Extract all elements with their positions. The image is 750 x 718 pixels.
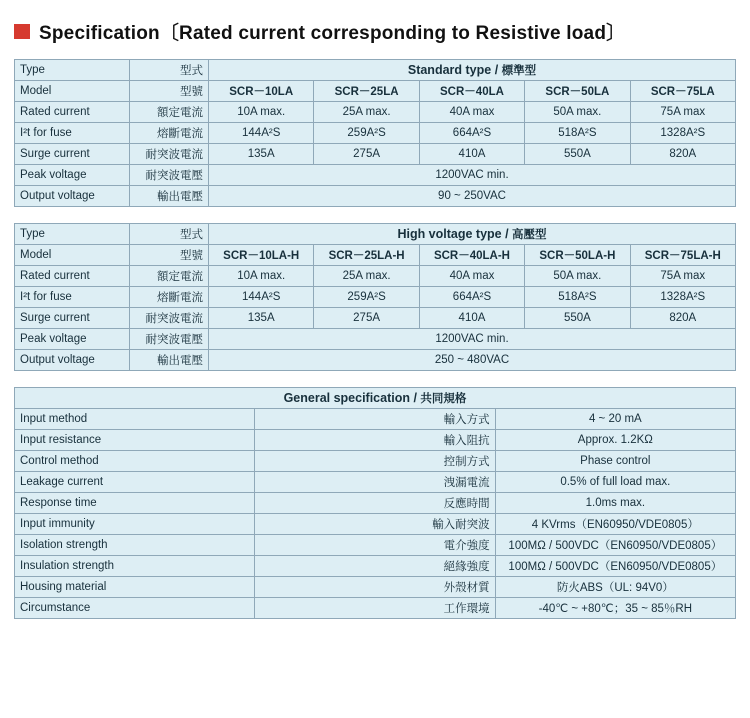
general-specification-table (14, 387, 736, 619)
table-row (15, 308, 736, 329)
header-title-en: High voltage type (397, 227, 502, 241)
cell-value: 135A (209, 144, 314, 165)
cell-value: 1328A²S (630, 287, 735, 308)
cell-value: SCR－50LA (525, 81, 630, 102)
row-label-en: Input method (15, 409, 255, 430)
header-title-zh: 共同規格 (420, 393, 467, 405)
header-sep: / (491, 63, 502, 77)
cell-value: -40℃ ~ +80℃；35 ~ 85％RH (495, 598, 735, 619)
cell-value: 275A (314, 308, 419, 329)
page-title-text: Specification〔Rated current corresponding to Resistive load〕 (39, 23, 626, 44)
cell-value: SCR－10LA (209, 81, 314, 102)
cell-value: 550A (525, 308, 630, 329)
cell-value: Approx. 1.2KΩ (495, 430, 735, 451)
table-row (15, 144, 736, 165)
row-label-zh: 型號 (130, 245, 209, 266)
high-voltage-type-table (14, 223, 736, 371)
row-label-en: Output voltage (15, 350, 130, 371)
table-row (15, 493, 736, 514)
cell-value: Phase control (495, 451, 735, 472)
row-label-en: Peak voltage (15, 329, 130, 350)
header-sep: / (501, 227, 513, 241)
row-label-zh: 工作環境 (255, 598, 495, 619)
row-label-en: Insulation strength (15, 556, 255, 577)
table-row (15, 472, 736, 493)
cell-value: SCR－40LA (419, 81, 524, 102)
standard-type-table (14, 59, 736, 207)
cell-value: 144A²S (209, 123, 314, 144)
cell-value: 518A²S (525, 287, 630, 308)
row-label-en: Type (15, 224, 130, 245)
table-row (15, 60, 736, 81)
cell-value: 防火ABS（UL: 94V0） (495, 577, 735, 598)
row-label-zh: 電介強度 (255, 535, 495, 556)
cell-value: 1328A²S (630, 123, 735, 144)
row-label-zh: 型號 (130, 81, 209, 102)
table-row (15, 451, 736, 472)
row-label-zh: 耐突波電壓 (130, 165, 209, 186)
table-row (15, 287, 736, 308)
cell-value: SCR－10LA-H (209, 245, 314, 266)
table-row (15, 224, 736, 245)
row-label-en: I²t for fuse (15, 287, 130, 308)
cell-value: 664A²S (419, 287, 524, 308)
row-label-zh: 型式 (130, 60, 209, 81)
table-header-title (209, 224, 736, 245)
table-row (15, 123, 736, 144)
cell-value: 410A (419, 308, 524, 329)
cell-value: 40A max (419, 266, 524, 287)
cell-value: 250 ~ 480VAC (209, 350, 736, 371)
cell-value: 10A max. (209, 266, 314, 287)
cell-value: 275A (314, 144, 419, 165)
cell-value: SCR－40LA-H (419, 245, 524, 266)
cell-value: 100MΩ / 500VDC（EN60950/VDE0805） (495, 556, 735, 577)
cell-value: 259A²S (314, 287, 419, 308)
table-header-title (209, 60, 736, 81)
cell-value: 100MΩ / 500VDC（EN60950/VDE0805） (495, 535, 735, 556)
cell-value: 25A max. (314, 102, 419, 123)
row-label-zh: 輸出電壓 (130, 350, 209, 371)
row-label-en: Peak voltage (15, 165, 130, 186)
cell-value: 1200VAC min. (209, 329, 736, 350)
row-label-en: Surge current (15, 308, 130, 329)
cell-value: 518A²S (525, 123, 630, 144)
row-label-zh: 型式 (130, 224, 209, 245)
cell-value: 664A²S (419, 123, 524, 144)
row-label-zh: 反應時間 (255, 493, 495, 514)
table-row (15, 245, 736, 266)
table-row (15, 165, 736, 186)
cell-value: 4 ~ 20 mA (495, 409, 735, 430)
cell-value: 1200VAC min. (209, 165, 736, 186)
cell-value: 259A²S (314, 123, 419, 144)
row-label-zh: 外殼材質 (255, 577, 495, 598)
row-label-zh: 耐突波電流 (130, 144, 209, 165)
table-row (15, 81, 736, 102)
cell-value: SCR－75LA (630, 81, 735, 102)
table-row (15, 535, 736, 556)
table-row (15, 577, 736, 598)
cell-value: 144A²S (209, 287, 314, 308)
header-title-zh: 高壓型 (512, 229, 547, 241)
row-label-en: Input resistance (15, 430, 255, 451)
row-label-zh: 輸入耐突波 (255, 514, 495, 535)
row-label-en: Rated current (15, 102, 130, 123)
page-title (14, 0, 736, 59)
row-label-zh: 絕緣強度 (255, 556, 495, 577)
row-label-en: Input immunity (15, 514, 255, 535)
row-label-zh: 輸入方式 (255, 409, 495, 430)
cell-value: SCR－75LA-H (630, 245, 735, 266)
table-row (15, 329, 736, 350)
row-label-en: Type (15, 60, 130, 81)
cell-value: 40A max (419, 102, 524, 123)
table-row (15, 598, 736, 619)
row-label-en: Housing material (15, 577, 255, 598)
row-label-en: I²t for fuse (15, 123, 130, 144)
header-title-en: General specification (283, 391, 410, 405)
cell-value: 10A max. (209, 102, 314, 123)
cell-value: 0.5% of full load max. (495, 472, 735, 493)
cell-value: 550A (525, 144, 630, 165)
cell-value: 1.0ms max. (495, 493, 735, 514)
row-label-zh: 輸入阻抗 (255, 430, 495, 451)
table-row (15, 388, 736, 409)
row-label-zh: 熔斷電流 (130, 287, 209, 308)
row-label-en: Output voltage (15, 186, 130, 207)
table-row (15, 266, 736, 287)
cell-value: SCR－50LA-H (525, 245, 630, 266)
row-label-zh: 洩漏電流 (255, 472, 495, 493)
cell-value: 820A (630, 144, 735, 165)
header-title-zh: 標準型 (501, 65, 537, 77)
row-label-en: Leakage current (15, 472, 255, 493)
header-sep: / (410, 391, 421, 405)
table-row (15, 514, 736, 535)
cell-value: SCR－25LA (314, 81, 419, 102)
table-row (15, 409, 736, 430)
cell-value: 75A max (630, 102, 735, 123)
table-header-title (15, 388, 736, 409)
table-row (15, 186, 736, 207)
row-label-en: Model (15, 81, 130, 102)
cell-value: 50A max. (525, 266, 630, 287)
row-label-en: Circumstance (15, 598, 255, 619)
cell-value: 50A max. (525, 102, 630, 123)
cell-value: SCR－25LA-H (314, 245, 419, 266)
header-title-en: Standard type (407, 63, 492, 77)
table-row (15, 350, 736, 371)
cell-value: 820A (630, 308, 735, 329)
row-label-zh: 輸出電壓 (130, 186, 209, 207)
row-label-en: Model (15, 245, 130, 266)
row-label-en: Isolation strength (15, 535, 255, 556)
table-row (15, 556, 736, 577)
row-label-zh: 耐突波電流 (130, 308, 209, 329)
row-label-en: Rated current (15, 266, 130, 287)
row-label-zh: 控制方式 (255, 451, 495, 472)
table-row (15, 430, 736, 451)
cell-value: 410A (419, 144, 524, 165)
table-row (15, 102, 736, 123)
row-label-zh: 額定電流 (130, 102, 209, 123)
cell-value: 75A max (630, 266, 735, 287)
cell-value: 4 KVrms（EN60950/VDE0805） (495, 514, 735, 535)
title-marker-icon (14, 24, 30, 39)
row-label-en: Surge current (15, 144, 130, 165)
cell-value: 135A (209, 308, 314, 329)
row-label-en: Response time (15, 493, 255, 514)
cell-value: 90 ~ 250VAC (209, 186, 736, 207)
row-label-en: Control method (15, 451, 255, 472)
row-label-zh: 耐突波電壓 (130, 329, 209, 350)
cell-value: 25A max. (314, 266, 419, 287)
row-label-zh: 額定電流 (130, 266, 209, 287)
row-label-zh: 熔斷電流 (130, 123, 209, 144)
